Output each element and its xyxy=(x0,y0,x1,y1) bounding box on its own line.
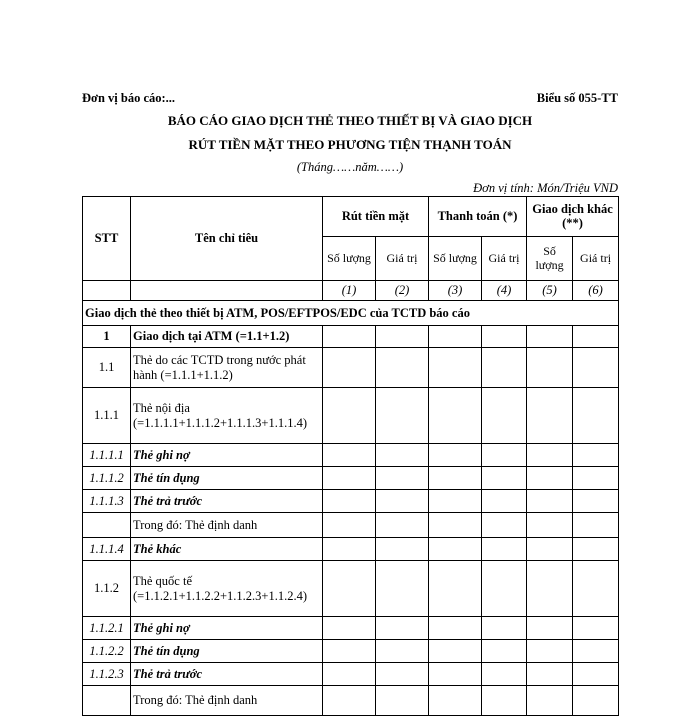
row-stt xyxy=(83,686,131,716)
row-name: Thẻ trả trước xyxy=(131,663,323,686)
report-table xyxy=(82,196,619,716)
report-title-line2: RÚT TIỀN MẶT THEO PHƯƠNG TIỆN THẠNH TOÁN xyxy=(188,137,512,152)
subheader-qty: Số lượng xyxy=(429,237,482,281)
row-name: Trong đó: Thẻ định danh xyxy=(131,686,323,716)
table-row xyxy=(83,561,619,617)
header-group-other: Giao dịch khác (**) xyxy=(527,197,619,237)
table-row xyxy=(83,686,619,716)
column-number: (5) xyxy=(527,281,573,301)
row-name: Thẻ quốc tế (=1.1.2.1+1.1.2.2+1.1.2.3+1.1.2.4) xyxy=(131,561,323,617)
header-group-payment: Thanh toán (*) xyxy=(429,197,527,237)
table-row xyxy=(83,513,619,538)
row-name: Thẻ khác xyxy=(131,538,323,561)
subheader-val: Giá trị xyxy=(573,237,619,281)
row-name: Thẻ tín dụng xyxy=(131,467,323,490)
row-stt: 1.1.1 xyxy=(83,388,131,444)
header-stt: STT xyxy=(83,197,131,281)
row-stt: 1.1.1.3 xyxy=(83,490,131,513)
subheader-qty: Số lượng xyxy=(323,237,376,281)
unit-of-measure: Đơn vị tính: Món/Triệu VND xyxy=(473,181,618,195)
column-number: (6) xyxy=(573,281,619,301)
column-number: (3) xyxy=(429,281,482,301)
row-stt: 1.1.1.2 xyxy=(83,467,131,490)
row-stt: 1.1.1.4 xyxy=(83,538,131,561)
table-row xyxy=(83,663,619,686)
table-row xyxy=(83,617,619,640)
report-title-line1: BÁO CÁO GIAO DỊCH THẺ THEO THIẾT BỊ VÀ GIAO DỊCH xyxy=(167,113,533,128)
row-stt: 1 xyxy=(83,326,131,348)
row-name: Thẻ ghi nợ xyxy=(131,444,323,467)
subheader-val: Giá trị xyxy=(376,237,429,281)
table-row xyxy=(83,348,619,388)
row-name: Thẻ nội địa (=1.1.1.1+1.1.1.2+1.1.1.3+1.1.1.4) xyxy=(131,388,323,444)
row-stt: 1.1 xyxy=(83,348,131,388)
row-name: Giao dịch tại ATM (=1.1+1.2) xyxy=(131,326,323,348)
table-row xyxy=(83,490,619,513)
row-stt: 1.1.2 xyxy=(83,561,131,617)
report-period: (Tháng……năm……) xyxy=(296,160,404,174)
row-stt: 1.1.2.1 xyxy=(83,617,131,640)
subheader-qty: Số lượng xyxy=(527,237,573,281)
table-row xyxy=(83,388,619,444)
form-number: Biểu số 055-TT xyxy=(536,91,618,105)
row-stt: 1.1.2.3 xyxy=(83,663,131,686)
blank-cell xyxy=(83,281,131,301)
column-number: (2) xyxy=(376,281,429,301)
row-stt: 1.1.1.1 xyxy=(83,444,131,467)
row-name: Thẻ trả trước xyxy=(131,490,323,513)
column-number: (4) xyxy=(482,281,527,301)
header-name: Tên chỉ tiêu xyxy=(131,197,323,281)
row-name: Trong đó: Thẻ định danh xyxy=(131,513,323,538)
section-title: Giao dịch thẻ theo thiết bị ATM, POS/EFTPOS/EDC của TCTD báo cáo xyxy=(83,301,619,326)
table-row xyxy=(83,640,619,663)
table-row xyxy=(83,326,619,348)
table-row xyxy=(83,467,619,490)
header-group-cash: Rút tiền mặt xyxy=(323,197,429,237)
subheader-val: Giá trị xyxy=(482,237,527,281)
row-name: Thẻ do các TCTD trong nước phát hành (=1.1.1+1.1.2) xyxy=(131,348,323,388)
reporting-unit: Đơn vị báo cáo:... xyxy=(82,91,176,105)
row-name: Thẻ tín dụng xyxy=(131,640,323,663)
row-stt: 1.1.2.2 xyxy=(83,640,131,663)
table-row xyxy=(83,444,619,467)
table-row xyxy=(83,538,619,561)
row-stt xyxy=(83,513,131,538)
row-name: Thẻ ghi nợ xyxy=(131,617,323,640)
blank-cell xyxy=(131,281,323,301)
column-number: (1) xyxy=(323,281,376,301)
